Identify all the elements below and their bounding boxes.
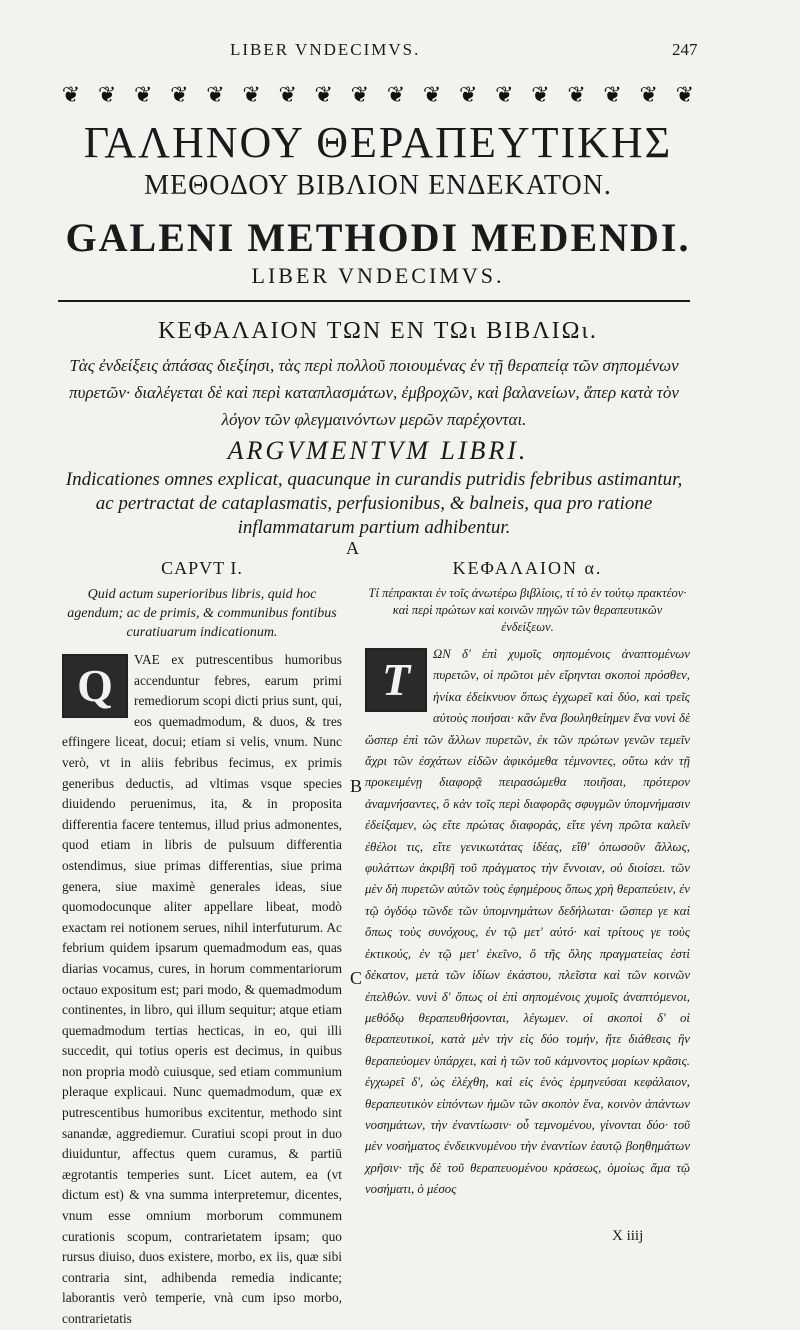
latin-body (62, 650, 342, 1330)
fleuron-icon: ❦ (278, 82, 297, 107)
greek-column (365, 558, 690, 1201)
latin-title: GALENI METHODI MEDENDI. (65, 215, 691, 260)
greek-summary-text: Τὰς ἐνδείξεις ἁπάσας διεξίησι, τὰς περὶ πολλοῦ ποιουμένας ἐν τῇ θεραπείᾳ τῶν σηπομένων πυρετῶν· διαλέγεται δὲ καὶ περὶ καταπλασμάτων, ἐμβροχῶν, καὶ βαλανείων, ἅπερ κατὰ τὸν λόγον τῶν φλεγμαινόντων μερῶν παρέχονται. (69, 356, 679, 429)
latin-body-text: VAE ex putrescentibus humoribus accenduntur febres, earum primi remediorum scopi dicti prius sunt, qui, eos quemadmodum, & duos, & tres effingere liceat, docui; etiam si velis, vnum. Nunc verò, vt in aliis febribus fecimus, ex primis generibus deductis, ad vltimas vsque species diuidendo peruenimus, ita, & in proposita differentia facere tentemus, illud prius admonentes, quod etiam in libris de pulsuum differentia ostendimus, siue primas differentias, siue prima genera, siue maximè generales ideas, siue quomodocunque aliter appellare libeat, modò exactam rei notionem serues, nihil interfuturum. Ac febrium quidem ipsarum quemadmodum eas, quas diarias vocamus, cures, in horum commentariorum octauo expositum est; pari modo, & quemadmodum continentes, in libro, qui illum sequitur; atque etiam quemadmodum tertias hecticas, in eo, qui illi succedit, qui totius operis est decimus, in quibus non propria modò cuiusque, sed etiam communium pleraque explicaui. Nunc quemadmodum, quæ ex putrescentibus humoribus excitentur, methodo sint sanandæ, aggrediemur. Curatiui scopi prout in duo diuiduntur, affectus quem curamus, & partiū ægrotantis temperies sunt. Licet autem, ea (vt dictum est) & vna summa interpretemur, dicentes, vnum esse omnium morborum communem curationis scopum, contrarietatem ipsam; quo rursus diuiso, duos existere, morbo, ex iis, quæ sibi contraria sint, adhibenda remedia indicante; laborantis verò temperie, vnà cum ipso morbo, contrarietatis (62, 652, 342, 1326)
fleuron-icon: ❦ (458, 82, 478, 107)
greek-body-text: ΩΝ δ' ἐπὶ χυμοῖς σηπομένοις ἀναπτομένων πυρετῶν, οἱ πρῶτοι μὲν εἴρηνται σκοποὶ πρόσθεν, ἡνίκα ἐδείκνυον ὅπως ἐγχωρεῖ καὶ δύο, καὶ τρεῖς αὐτοὺς ποιήσαι· κἂν ἕνα βουληθείημεν ἕνα νυνὶ δὲ ὥσπερ ἐπὶ τῶν ἄλλων πυρετῶν, ἐκ τῶν πρώτων γενῶν τεμεῖν ἄχρι τῶν ἐσχάτων εἰδῶν ἀφικόμεθα τέμνοντες, οὕτω κἀν τῇ προκειμένῃ διαφορᾷ πειρασώμεθα ποιῆσαι, πρότερον ἀναμνήσαντες, ὃ κἀν τοῖς περὶ διαφορᾶς σφυγμῶν ὑπομνήμασιν ἐδείξαμεν, ὡς εἴτε πρώτας διαφοράς, εἴτε γένη πρῶτα καλεῖν ἐθέλοι τις, εἴτε γενικωτάτας ἰδέας, εἴθ' ὁπωσοῦν ἄλλως, φυλάττων ἀκριβῆ τοῦ πράγματος τὴν ἔννοιαν, οὐ διοίσει. τῶν μὲν δὴ πυρετῶν αὐτῶν τοὺς ἐφημέρους ὅπως χρὴ θεραπεύειν, ἐν τῷ ὀγδόῳ τῶνδε τῶν ὑπομνημάτων δεδήλωται· ὥσπερ γε καὶ ὅπως τοὺς συνόχους, ἐν τῷ μετ' αὐτό· καὶ τρίτους γε τοὺς ἑκτικούς, ἐν τῷ μετ' ἐκεῖνο, ὅ τῆς ὅλης πραγματείας ἐστὶ δέκατον, μετὰ τῶν ἰδίων ἑκάστου, πλεῖστα καὶ τῶν κοινῶν ἐπελθών. νυνὶ δ' ὅπως οἱ ἐπὶ σηπομένοις χυμοῖς ἀναπτόμενοι, μεθόδῳ θεραπευθήσονται, λέγωμεν. οἱ σκοποὶ δ' οἱ θεραπευτικοί, κατὰ μὲν τὴν εἰς δύο τομήν, ἥτε διάθεσις ἣν θεραπεύομεν ὑπάρχει, καὶ ἡ τῶν τοῦ κάμνοντος μορίων κρᾶσις. ἐγχωρεῖ δ', ὡς ἐλέχθη, καὶ εἰς ἑνὸς ἑρμηνεύσαι κεφάλαιον, θεραπευτικὸν εἰπόντων ἡμῶν τῶν σκοπὸν ἕνα, κοινὸν ἁπάντων νοσημάτων, τὴν ἐναντίωσιν· οὗ τεμνομένου, γίνονται δύο· τοῦ μὲν νοσήματος ἐνδεικνυμένου τὴν ἐναντίων ἑαυτῷ βοηθημάτων χρῆσιν· τῆς δὲ τοῦ θεραπευομένου κράσεως, ὁμοίως ἅμα τῷ νοσήματι, ὁ μέσος (365, 647, 690, 1197)
latin-subtitle: LIBER VNDECIMVS. (251, 263, 505, 288)
fleuron-icon: ❦ (170, 82, 189, 107)
fleuron-icon: ❦ (206, 82, 225, 107)
argument-heading: ARGVMENTVM LIBRI. (227, 436, 529, 465)
fleuron-icon: ❦ (134, 82, 153, 107)
fleuron-icon: ❦ (531, 82, 550, 107)
title-rule (58, 300, 690, 302)
chapter-heading: CAPVT I. (161, 558, 243, 578)
greek-chapter-heading: ΚΕΦΑΛΑΙΟΝ α. (452, 558, 603, 578)
decorated-initial: Q (62, 654, 128, 718)
margin-letter-c: C (350, 968, 363, 988)
fleuron-icon: ❦ (495, 82, 514, 107)
fleuron-icon: ❦ (422, 82, 442, 107)
margin-letter-a: A (346, 538, 359, 558)
greek-subtitle: ΜΕΘΟΔΟΥ ΒΙΒΛΙΟΝ ΕΝΔΕΚΑΤΟΝ. (144, 170, 612, 201)
fleuron-icon: ❦ (567, 82, 586, 107)
running-head (0, 40, 800, 70)
fleuron-icon: ❦ (386, 82, 406, 107)
fleuron-icon: ❦ (61, 82, 81, 107)
greek-chapter-rubric: Τί πέπρακται ἐν τοῖς ἀνωτέρω βιβλίοις, τί τὸ ἐν τούτῳ πρακτέον· καὶ περὶ πρώτων καὶ κοινῶν πηγῶν τῶν θεραπευτικῶν ἐνδείξεων. (368, 586, 687, 634)
greek-title: ΓΑΛΗΝΟΥ ΘΕΡΑΠΕΥΤΙΚΗΣ (83, 118, 673, 167)
latin-column (62, 558, 342, 1330)
signature-mark: X iiij (612, 1228, 644, 1244)
fleuron-icon: ❦ (675, 82, 695, 107)
greek-body (365, 644, 690, 1201)
fleuron-icon: ❦ (603, 82, 622, 107)
chapter-rubric: Quid actum superioribus libris, quid hoc agendum; ac de primis, & communibus fontibus curatiuarum indicationum. (67, 587, 337, 640)
greek-summary-heading: ΚΕΦΑΛΑΙΟΝ ΤΩΝ ΕΝ ΤΩι ΒΙΒΛΙΩι. (158, 318, 598, 344)
fleuron-icon: ❦ (639, 82, 658, 107)
decorated-initial: Τ (365, 648, 427, 712)
margin-letter-b: B (350, 776, 363, 796)
ornament-band (58, 80, 698, 110)
fleuron-icon: ❦ (97, 82, 117, 107)
fleuron-icon: ❦ (242, 82, 261, 107)
page-number: 247 (672, 40, 698, 59)
argument-text: Indicationes omnes explicat, quacunque in curandis putridis febribus astimantur, ac pertractat de cataplasmatis, perfusionibus, & balneis, qua pro ratione inflammatarum partium adhibentur. (65, 469, 683, 538)
fleuron-icon: ❦ (350, 82, 370, 107)
fleuron-icon: ❦ (314, 82, 333, 107)
running-title: LIBER VNDECIMVS. (230, 40, 421, 59)
